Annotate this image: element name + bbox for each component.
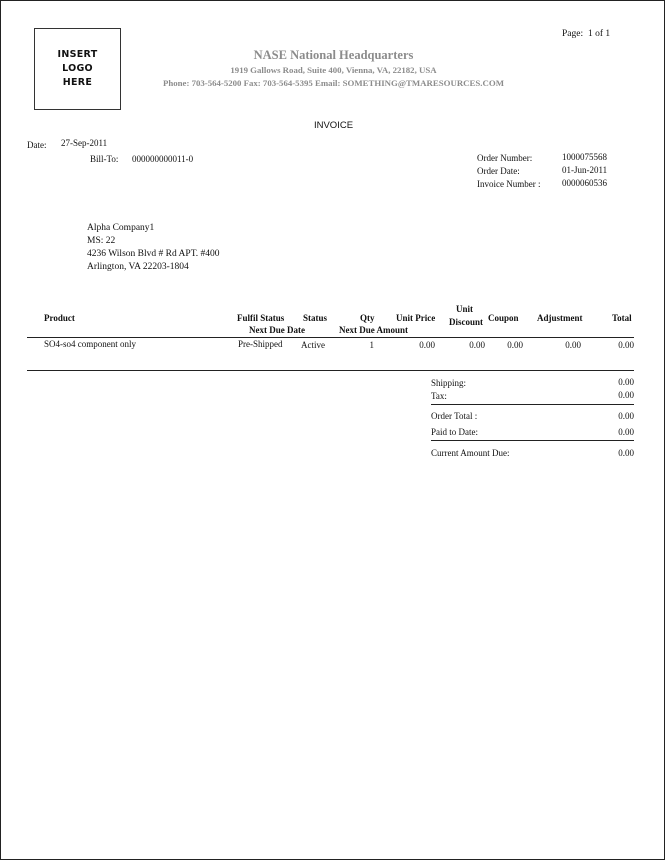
order-date-value: 01-Jun-2011 [562,165,608,175]
paid-to-date-label: Paid to Date: [431,427,478,437]
header-coupon: Coupon [488,313,519,323]
company-address: 1919 Gallows Road, Suite 400, Vienna, VA, 22182, USA [230,65,437,75]
row-total: 0.00 [618,340,634,350]
company-name: NASE National Headquarters [253,48,414,62]
order-number-value: 1000075568 [562,152,607,162]
row-coupon: 0.00 [507,340,523,350]
table-footer-rule [27,370,634,371]
current-amount-due-label: Current Amount Due: [431,448,510,458]
date-value: 27-Sep-2011 [61,138,108,148]
bill-to-value: 000000000011-0 [132,154,194,164]
paid-to-date-value: 0.00 [618,427,634,437]
tax-value: 0.00 [618,390,634,400]
logo-placeholder: INSERT LOGO HERE [34,28,121,110]
header-total: Total [612,313,632,323]
header-unit-price: Unit Price [396,313,436,323]
company-contact: Phone: 703-564-5200 Fax: 703-564-5395 Email: SOMETHING@TMARESOURCES.COM [163,78,504,88]
customer-address-line1: Alpha Company1 [87,223,155,233]
header-next-due-amount: Next Due Amount [339,325,408,335]
header-unit-discount-line1: Unit [456,304,474,314]
summary-rule-1 [431,404,634,405]
header-unit-discount-line2: Discount [449,317,484,326]
table-header-rule [27,337,634,338]
row-qty: 1 [369,340,374,350]
summary-rule-2 [431,440,634,441]
customer-address-line3: 4236 Wilson Blvd # Rd APT. #400 [87,249,220,259]
page-label: Page: [562,29,584,39]
tax-label: Tax: [431,391,447,401]
customer-address-line2: MS: 22 [87,236,116,246]
row-unit-price: 0.00 [419,340,435,350]
order-total-value: 0.00 [618,411,634,421]
current-amount-due-value: 0.00 [618,448,634,458]
order-total-label: Order Total : [431,411,478,421]
header-qty: Qty [360,313,375,323]
row-status: Active [301,340,325,350]
header-product: Product [44,313,75,323]
shipping-value: 0.00 [618,377,634,387]
row-unit-discount: 0.00 [469,340,485,350]
order-number-label: Order Number: [477,153,533,163]
header-status: Status [303,313,328,323]
row-product: SO4-so4 component only [44,339,136,349]
invoice-number-value: 0000060536 [562,178,607,188]
row-adjustment: 0.00 [565,340,581,350]
order-date-label: Order Date: [477,166,520,176]
shipping-label: Shipping: [431,378,467,388]
customer-address-line4: Arlington, VA 22203-1804 [87,262,189,272]
page-number: 1 of 1 [588,29,611,39]
document-title: INVOICE [313,120,354,131]
bill-to-label: Bill-To: [90,154,119,164]
row-fulfil-status: Pre-Shipped [238,339,283,349]
header-next-due-date: Next Due Date [249,325,305,335]
header-adjustment: Adjustment [537,313,583,323]
invoice-number-label: Invoice Number : [477,179,541,189]
header-fulfil-status: Fulfil Status [237,313,285,323]
date-label: Date: [27,140,47,150]
